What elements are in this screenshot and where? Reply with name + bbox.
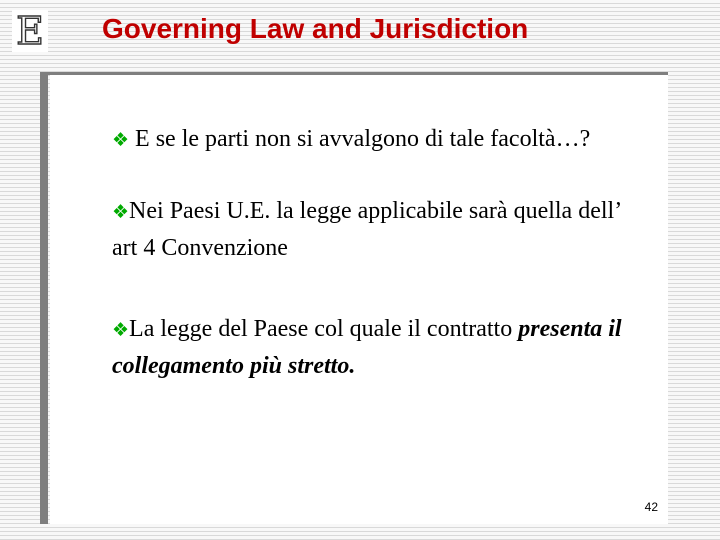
paragraph-1-text: E se le parti non si avvalgono di tale facoltà…? bbox=[129, 126, 591, 152]
bullet-paragraph-2 bbox=[112, 193, 632, 266]
frame-left-bar bbox=[40, 72, 48, 524]
content-panel bbox=[50, 75, 668, 524]
bullet-icon: ❖ bbox=[112, 319, 130, 341]
bullet-paragraph-3 bbox=[112, 311, 632, 384]
slide-title: Governing Law and Jurisdiction bbox=[102, 13, 529, 44]
bullet-icon: ❖ bbox=[112, 201, 130, 223]
bullet-paragraph-1 bbox=[112, 121, 632, 158]
paragraph-3-text: La legge del Paese col quale il contratto bbox=[129, 316, 519, 342]
paragraph-3-emphasis: presenta il collegamento più stretto. bbox=[112, 316, 622, 379]
paragraph-2-text: Nei Paesi U.E. la legge applicabile sarà quella dell’ art 4 Convenzione bbox=[112, 198, 621, 261]
page-number: 42 bbox=[644, 500, 658, 514]
logo: E bbox=[12, 10, 48, 52]
bullet-icon: ❖ bbox=[112, 129, 130, 151]
